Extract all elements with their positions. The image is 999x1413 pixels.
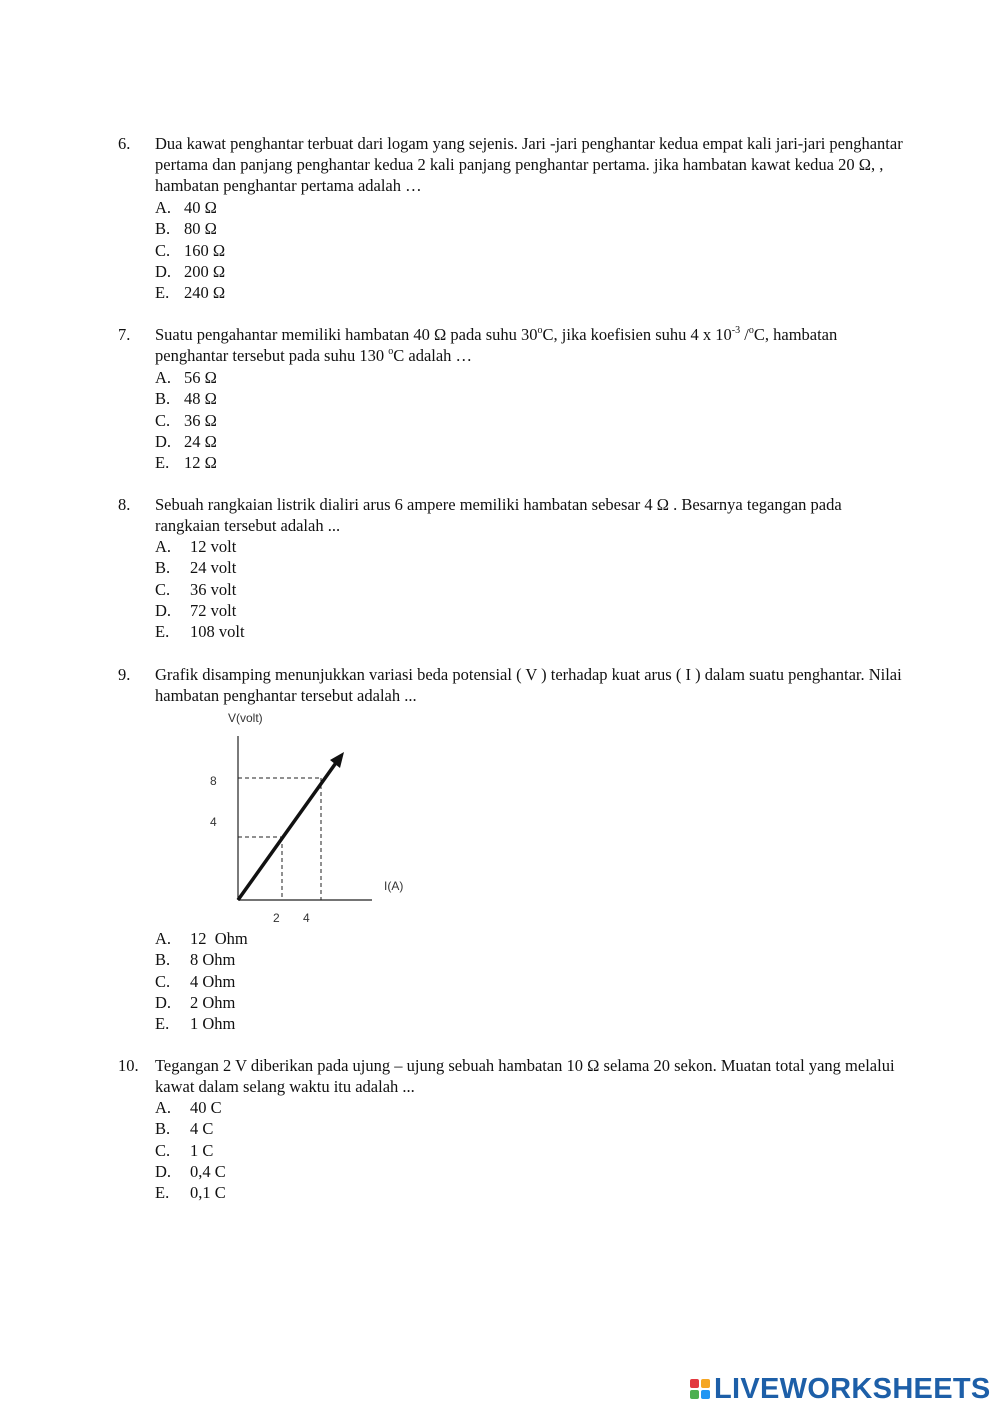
option-text: 2 Ohm — [190, 992, 236, 1012]
option-text: 0,4 C — [190, 1161, 226, 1181]
option-d[interactable] — [155, 431, 217, 452]
question-number: 6. — [118, 134, 131, 153]
superscript: o — [388, 345, 394, 357]
question-number: 9. — [118, 665, 131, 684]
option-letter: C. — [155, 410, 171, 430]
question-text: Sebuah rangkaian listrik dialiri arus 6 ampere memiliki hambatan sebesar 4 Ω . Besarnya tegangan pada rangkaian tersebut adalah ... — [155, 495, 842, 535]
y-axis-label: V(volt) — [228, 711, 263, 725]
option-letter: E. — [155, 283, 170, 303]
x-axis-label: I(A) — [384, 879, 404, 893]
question-number: 8. — [118, 495, 131, 514]
option-letter: C. — [155, 579, 171, 599]
option-b[interactable] — [155, 388, 217, 409]
option-letter: A. — [155, 537, 172, 556]
options-list — [155, 197, 225, 303]
question-text — [155, 324, 910, 366]
option-b[interactable] — [155, 218, 225, 239]
options-list — [155, 367, 217, 473]
option-letter: D. — [155, 431, 172, 451]
question-number: 7. — [118, 325, 131, 344]
option-text: 40 Ω — [184, 198, 217, 217]
option-text: 0,1 C — [190, 1183, 226, 1203]
option-a[interactable] — [155, 197, 225, 218]
option-text: 160 Ω — [184, 240, 226, 260]
option-letter: B. — [155, 389, 171, 409]
logo-square — [701, 1390, 710, 1399]
options-list — [155, 1097, 226, 1203]
question-number: 10. — [118, 1056, 139, 1075]
option-text: 8 Ohm — [190, 950, 236, 970]
option-text: 80 Ω — [184, 219, 217, 239]
option-d[interactable] — [155, 1161, 226, 1182]
logo-square — [690, 1379, 699, 1388]
x-tick-label: 4 — [303, 911, 310, 925]
option-letter: B. — [155, 950, 171, 970]
option-letter: A. — [155, 198, 172, 217]
option-text: 24 volt — [190, 558, 237, 578]
option-letter: C. — [155, 971, 171, 991]
logo-square — [701, 1379, 710, 1388]
option-text: 48 Ω — [184, 389, 217, 409]
option-text: 72 volt — [190, 600, 237, 620]
option-letter: E. — [155, 622, 170, 642]
option-letter: E. — [155, 1183, 170, 1203]
text-segment: C, jika koefisien suhu 4 x 10 — [542, 325, 732, 344]
option-e[interactable] — [155, 621, 245, 642]
option-letter: D. — [155, 261, 172, 281]
option-d[interactable] — [155, 600, 245, 621]
option-text: 56 Ω — [184, 368, 217, 387]
text-segment: C, hambatan penghantar tersebut pada suhu 130 — [155, 325, 838, 365]
y-tick-label: 4 — [210, 815, 217, 829]
option-e[interactable] — [155, 1013, 248, 1034]
superscript: o — [748, 324, 754, 336]
option-text: 36 Ω — [184, 410, 217, 430]
option-letter: E. — [155, 1014, 170, 1034]
option-letter: A. — [155, 929, 172, 948]
question-text: Grafik disamping menunjukkan variasi beda potensial ( V ) terhadap kuat arus ( I ) dalam suatu penghantar. Nilai hambatan penghantar tersebut adalah ... — [155, 665, 902, 705]
option-text: 12 volt — [190, 537, 237, 556]
option-text: 40 C — [190, 1098, 222, 1117]
option-text: 24 Ω — [184, 431, 217, 451]
option-letter: D. — [155, 600, 172, 620]
superscript: o — [537, 324, 543, 336]
option-letter: B. — [155, 1119, 171, 1139]
option-c[interactable] — [155, 971, 248, 992]
option-text: 4 C — [190, 1119, 214, 1139]
option-a[interactable] — [155, 1097, 226, 1118]
option-letter: D. — [155, 1161, 172, 1181]
option-b[interactable] — [155, 1118, 226, 1139]
vi-graph-svg — [190, 708, 430, 930]
x-tick-label: 2 — [273, 911, 280, 925]
data-line — [238, 760, 338, 900]
option-letter: B. — [155, 219, 171, 239]
option-letter: C. — [155, 1140, 171, 1160]
option-d[interactable] — [155, 992, 248, 1013]
question-text: Dua kawat penghantar terbuat dari logam yang sejenis. Jari -jari penghantar kedua empat kali jari-jari penghantar pertama dan panjang penghantar kedua 2 kali panjang penghantar pertama. jika hambatan kawat kedua 20 Ω, , hambatan penghantar pertama adalah … — [155, 134, 903, 195]
logo-text: LIVEWORKSHEETS — [714, 1372, 991, 1405]
option-a[interactable] — [155, 928, 248, 949]
option-text: 36 volt — [190, 579, 237, 599]
option-text: 1 Ohm — [190, 1014, 236, 1034]
option-text: 108 volt — [190, 622, 245, 642]
logo-mark-icon — [690, 1379, 710, 1399]
options-list — [155, 928, 248, 1034]
option-c[interactable] — [155, 240, 225, 261]
option-e[interactable] — [155, 282, 225, 303]
option-text: 12 Ω — [184, 453, 217, 473]
option-e[interactable] — [155, 452, 217, 473]
option-letter: A. — [155, 1098, 172, 1117]
option-text: 240 Ω — [184, 283, 226, 303]
option-c[interactable] — [155, 579, 245, 600]
options-list — [155, 536, 245, 642]
vi-graph — [190, 708, 430, 930]
option-letter: C. — [155, 240, 171, 260]
text-segment: C adalah … — [393, 346, 473, 365]
option-b[interactable] — [155, 949, 248, 970]
option-e[interactable] — [155, 1182, 226, 1203]
option-c[interactable] — [155, 1140, 226, 1161]
option-letter: E. — [155, 453, 170, 473]
option-a[interactable] — [155, 536, 245, 557]
y-tick-label: 8 — [210, 774, 217, 788]
text-segment: / — [740, 325, 749, 344]
option-letter: D. — [155, 992, 172, 1012]
option-text: 1 C — [190, 1140, 214, 1160]
liveworksheets-logo — [690, 1372, 991, 1406]
option-text: 12 Ohm — [190, 929, 248, 948]
text-segment: Suatu pengahantar memiliki hambatan 40 Ω pada suhu 30 — [155, 325, 538, 344]
option-text: 4 Ohm — [190, 971, 236, 991]
option-text: 200 Ω — [184, 261, 226, 281]
option-c[interactable] — [155, 410, 217, 431]
option-letter: B. — [155, 558, 171, 578]
superscript: -3 — [731, 324, 741, 336]
option-b[interactable] — [155, 557, 245, 578]
option-d[interactable] — [155, 261, 225, 282]
logo-square — [690, 1390, 699, 1399]
option-a[interactable] — [155, 367, 217, 388]
question-text: Tegangan 2 V diberikan pada ujung – ujung sebuah hambatan 10 Ω selama 20 sekon. Muatan total yang melalui kawat dalam selang waktu itu adalah ... — [155, 1056, 895, 1096]
option-letter: A. — [155, 368, 172, 387]
